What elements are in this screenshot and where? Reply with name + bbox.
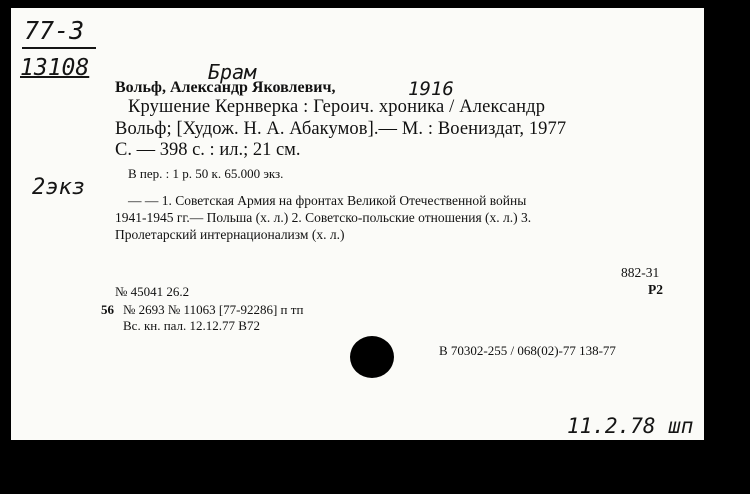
handwritten-birth-year: 1916 bbox=[408, 78, 454, 100]
handwritten-margin-note: 2экз bbox=[32, 175, 85, 200]
punch-hole bbox=[350, 336, 394, 378]
pal-line: Вс. кн. пал. 12.12.77 В72 bbox=[123, 318, 260, 333]
subject-line-3: Пролетарский интернационализм (х. л.) bbox=[115, 227, 345, 242]
handwritten-call-top: 77-3 bbox=[24, 16, 85, 45]
binding-line: В пер. : 1 р. 50 к. 65.000 экз. bbox=[128, 166, 284, 181]
subject-line-2: 1941-1945 гг.— Польша (х. л.) 2. Советско-польские отношения (х. л.) 3. bbox=[115, 210, 532, 225]
handwritten-pseudonym: Брам bbox=[208, 60, 257, 84]
order-line: № 2693 № 11063 [77-92286] п тп bbox=[123, 302, 304, 317]
handwritten-call-bottom: 13108 bbox=[20, 55, 90, 81]
catalog-card bbox=[11, 8, 704, 440]
call-number-underline bbox=[22, 47, 96, 49]
order-prefix: 56 bbox=[101, 302, 114, 317]
title-line-2: Вольф; [Худож. Н. А. Абакумов].— М. : Воениздат, 1977 bbox=[115, 119, 567, 139]
class-number: 882-31 bbox=[621, 265, 660, 280]
author-heading: Вольф, Александр Яковлевич, bbox=[115, 79, 336, 96]
class-code: Р2 bbox=[648, 282, 663, 297]
title-line-1: Крушение Кернверка : Героич. хроника / Александр bbox=[128, 97, 546, 117]
handwritten-bottom-note: 11.2.78 шп bbox=[567, 414, 694, 438]
title-line-3: С. — 398 с. : ил.; 21 см. bbox=[115, 140, 301, 160]
subject-line-1: — — 1. Советская Армия на фронтах Великой Отечественной войны bbox=[128, 193, 527, 208]
number-line: № 45041 26.2 bbox=[115, 284, 190, 299]
index-line: В 70302-255 / 068(02)-77 138-77 bbox=[439, 343, 616, 358]
